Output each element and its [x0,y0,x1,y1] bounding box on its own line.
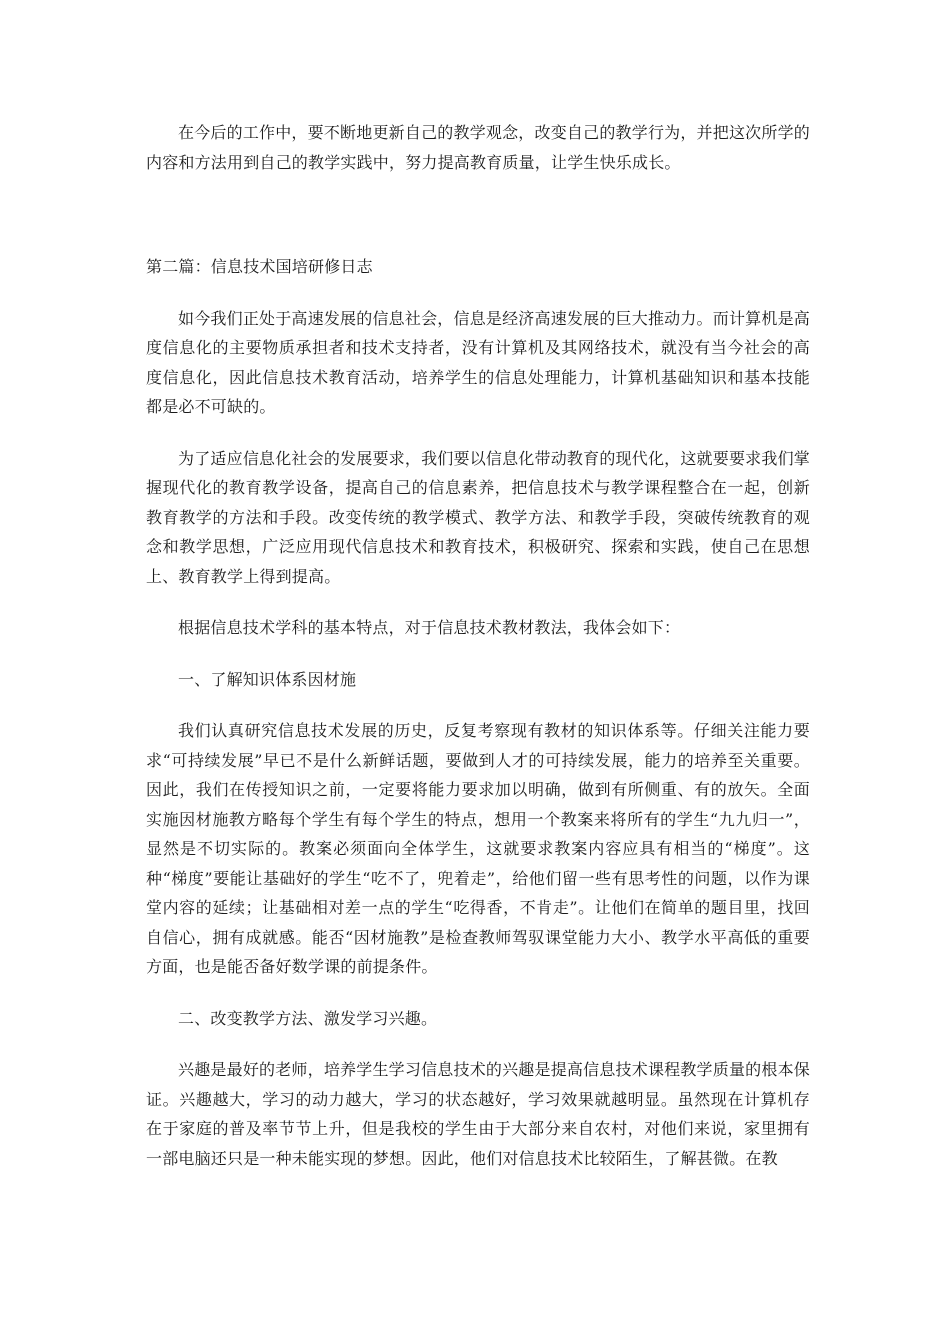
section-title: 第二篇：信息技术国培研修日志 [146,257,373,276]
body-paragraph-3: 根据信息技术学科的基本特点，对于信息技术教材教法，我体会如下： [178,618,681,637]
document-page [146,118,810,1173]
body-paragraph-1: 如今我们正处于高速发展的信息社会，信息是经济高速发展的巨大推动力。而计算机是高度信息化的主要物质承担者和技术支持者，没有计算机及其网络技术，就没有当今社会的高度信息化，因此信息技术教育活动，培养学生的信息处理能力，计算机基础知识和基本技能都是必不可缺的。 [146,308,810,416]
intro-paragraph: 在今后的工作中，要不断地更新自己的教学观念，改变自己的教学行为，并把这次所学的内容和方法用到自己的教学实践中，努力提高教育质量，让学生快乐成长。 [146,123,810,172]
point-1-title: 一、了解知识体系因材施 [178,669,357,689]
point-1-body: 我们认真研究信息技术发展的历史，反复考察现有教材的知识体系等。仔细关注能力要求“可持续发展”早已不是什么新鲜话题，要做到人才的可持续发展，能力的培养至关重要。因此，我们在传授知识之前，一定要将能力要求加以明确，做到有所侧重、有的放矢。全面实施因材施教方略每个学生有每个学生的特点，想用一个教案来将所有的学生“九九归一”，显然是不切实际的。教案必须面向全体学生，这就要求教案内容应具有相当的“梯度”。这种“梯度”要能让基础好的学生“吃不了，兜着走”，给他们留一些有思考性的问题，以作为课堂内容的延续；让基础相对差一点的学生“吃得香，不肯走”。让他们在简单的题目里，找回自信心，拥有成就感。能否“因材施教”是检查教师驾驭课堂能力大小、教学水平高低的重要方面，也是能否备好数学课的前提条件。 [146,721,810,976]
point-2-title: 二、改变教学方法、激发学习兴趣。 [178,1008,438,1028]
point-2-body: 兴趣是最好的老师，培养学生学习信息技术的兴趣是提高信息技术课程教学质量的根本保证。兴趣越大，学习的动力越大，学习的状态越好，学习效果就越明显。虽然现在计算机存在于家庭的普及率节节上升，但是我校的学生由于大部分来自农村，对他们来说，家里拥有一部电脑还只是一种未能实现的梦想。因此，他们对信息技术比较陌生，了解甚微。在教 [146,1060,810,1168]
body-paragraph-2: 为了适应信息化社会的发展要求，我们要以信息化带动教育的现代化，这就要要求我们掌握现代化的教育教学设备，提高自己的信息素养，把信息技术与教学课程整合在一起，创新教育教学的方法和手段。改变传统的教学模式、教学方法、和教学手段，突破传统教育的观念和教学思想，广泛应用现代信息技术和教育技术，积极研究、探索和实践，使自己在思想上、教育教学上得到提高。 [146,448,810,586]
